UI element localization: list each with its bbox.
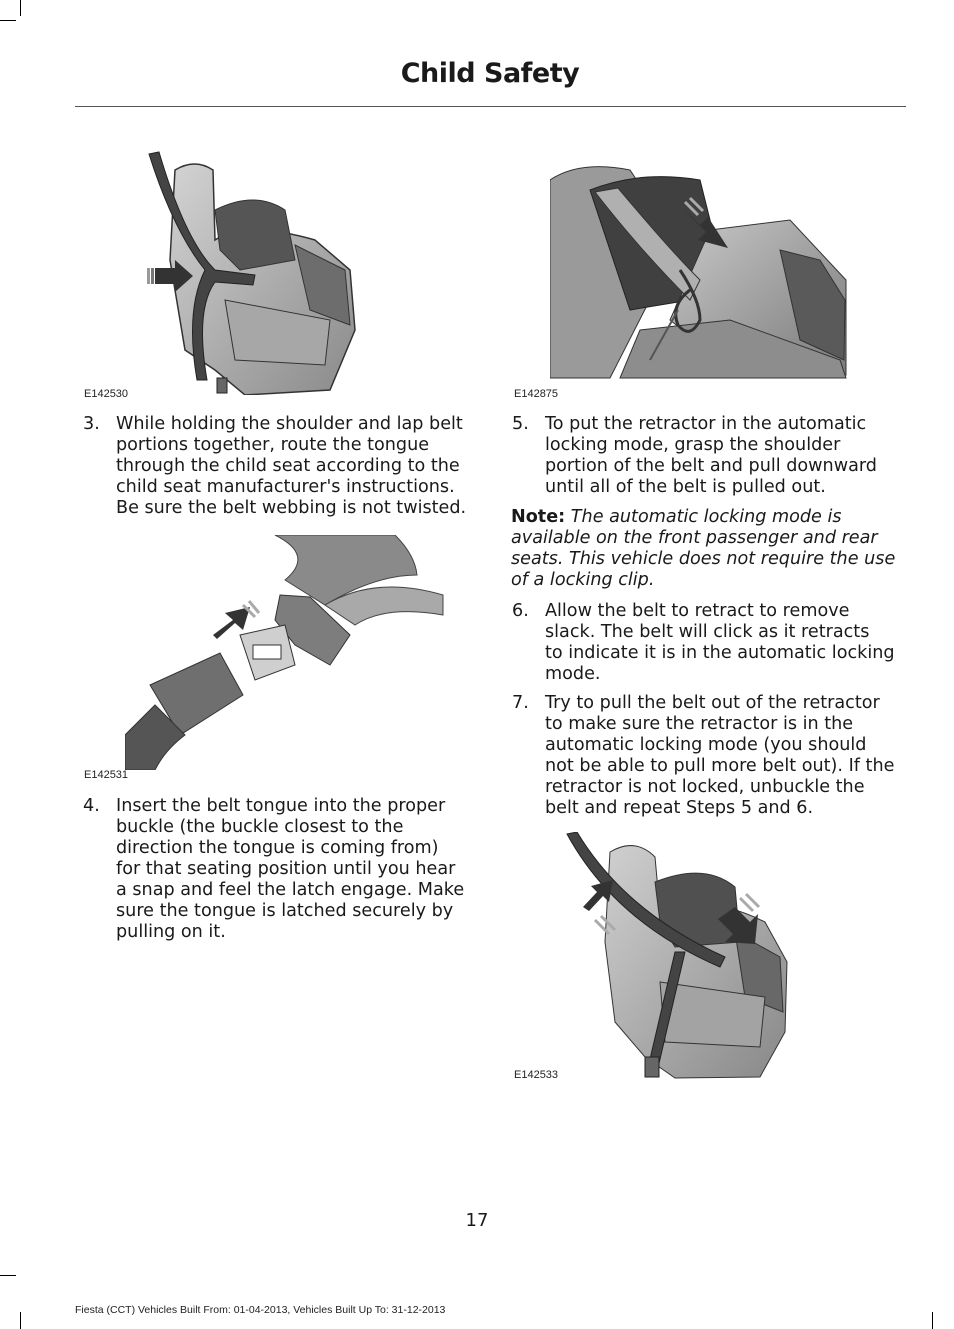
step-text-line: belt and repeat Steps 5 and 6. (545, 798, 814, 818)
note-label: Note: (511, 507, 566, 527)
step-text-line: for that seating position until you hear (116, 859, 456, 879)
step-text-line: portion of the belt and pull downward (545, 456, 877, 476)
step-text-line: direction the tongue is coming from) (116, 838, 439, 858)
step-text-line: retractor is not locked, unbuckle the (545, 777, 865, 797)
note-text-line: available on the front passenger and rear (511, 528, 878, 548)
step-text-line: Be sure the belt webbing is not twisted. (116, 498, 467, 518)
title-rule (75, 106, 906, 107)
footer-text: Fiesta (CCT) Vehicles Built From: 01-04-2013, Vehicles Built Up To: 31-12-2013 (75, 1304, 446, 1316)
step-text-line: child seat manufacturer's instructions. (116, 477, 455, 497)
step-text-line: through the child seat according to the (116, 456, 460, 476)
step-text-line: a snap and feel the latch engage. Make (116, 880, 465, 900)
figure-code: E142530 (84, 388, 129, 400)
step-text-line: To put the retractor in the automatic (545, 414, 867, 434)
figure-code: E142533 (514, 1069, 559, 1081)
step-number: 6. (512, 601, 529, 621)
step-text-line: portions together, route the tongue (116, 435, 430, 455)
step-text-line: mode. (545, 664, 601, 684)
figure-shoulder-belt-pull (550, 160, 850, 380)
step-text-line: automatic locking mode (you should (545, 735, 867, 755)
step-text-line: slack. The belt will click as it retracts (545, 622, 870, 642)
figure-child-seat-routing (145, 150, 360, 395)
note-text-line: The automatic locking mode is (565, 507, 842, 527)
step-text-line: Try to pull the belt out of the retractor (545, 693, 880, 713)
step-text-line: pulling on it. (116, 922, 226, 942)
step-text-line: While holding the shoulder and lap belt (116, 414, 463, 434)
step-text-line: to make sure the retractor is in the (545, 714, 854, 734)
step-text-line: Insert the belt tongue into the proper (116, 796, 446, 816)
page-number: 17 (465, 1210, 489, 1231)
step-number: 5. (512, 414, 529, 434)
step-number: 7. (512, 693, 529, 713)
step-number: 3. (83, 414, 100, 434)
step-text-line: Allow the belt to retract to remove (545, 601, 850, 621)
step-text-line: not be able to pull more belt out). If the (545, 756, 895, 776)
note-text-line: of a locking clip. (511, 570, 655, 590)
step-text-line: sure the tongue is latched securely by (116, 901, 454, 921)
step-text-line: buckle (the buckle closest to the (116, 817, 404, 837)
figure-belt-tongue-buckle (125, 535, 445, 770)
figure-retractor-check (565, 832, 790, 1080)
figure-code: E142531 (84, 769, 129, 781)
note (511, 507, 911, 591)
step-number: 4. (83, 796, 100, 816)
page-title: Child Safety (400, 58, 580, 89)
step-text-line: until all of the belt is pulled out. (545, 477, 826, 497)
note-text-line: seats. This vehicle does not require the use (511, 549, 896, 569)
step-text-line: locking mode, grasp the shoulder (545, 435, 841, 455)
figure-code: E142875 (514, 388, 559, 400)
step-text-line: to indicate it is in the automatic locking (545, 643, 895, 663)
